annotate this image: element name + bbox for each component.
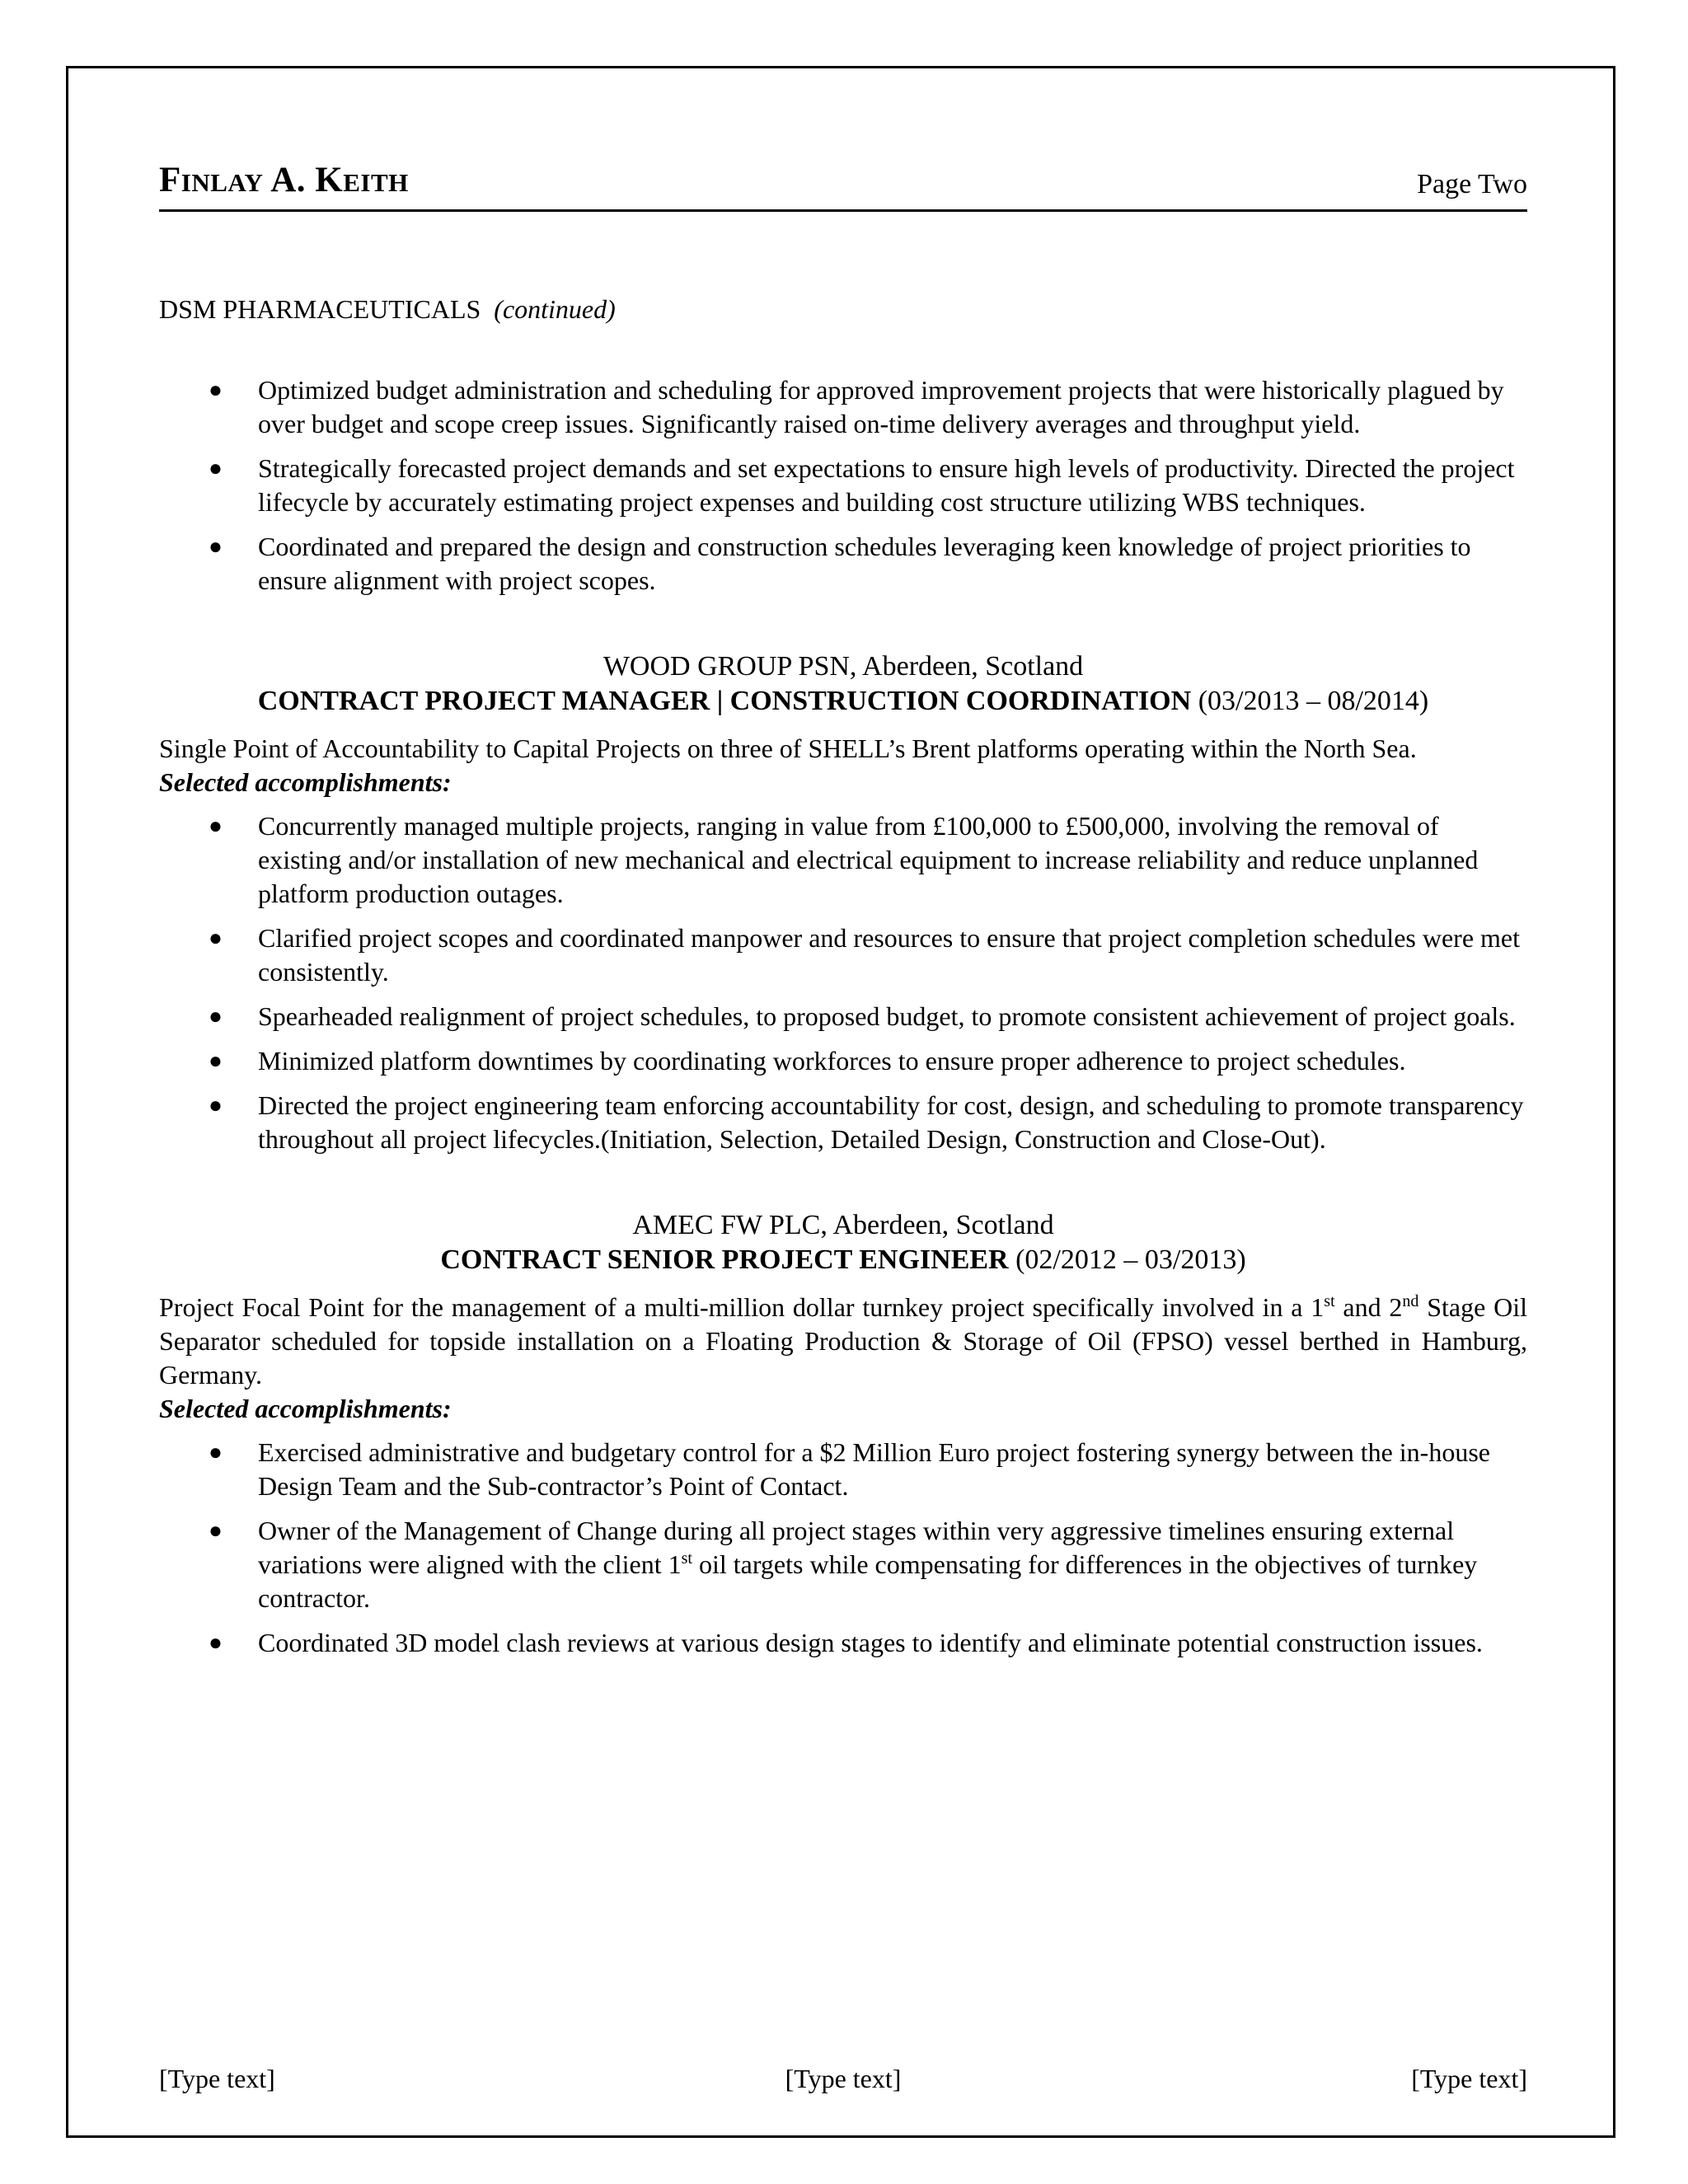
page-footer xyxy=(159,2062,1527,2098)
wood-selected-heading: Selected accomplishments: xyxy=(159,767,452,797)
wood-dates: (03/2013 – 08/2014) xyxy=(1198,686,1429,716)
amec-summary-part: Stage Oil Separator scheduled for topside installation on a Floating Production & Storage of Oil (FPSO) vessel berthed in Hamburg, Germany. xyxy=(159,1292,1527,1390)
bullet-text-part: Owner of the Management of Change during all project stages within very aggressive timelines ensuring external variations were aligned with the client 1 xyxy=(258,1516,1455,1579)
dsm-continued-label: (continued) xyxy=(494,294,616,324)
bullet-text: Strategically forecasted project demands and set expectations to ensure high levels of productivity. Directed the project lifecycle by accurately estimating project expenses and building cost structure utilizing WBS techniques. xyxy=(258,453,1515,517)
bullet-icon: ● xyxy=(209,456,223,481)
wood-group-section xyxy=(159,649,1527,1156)
amec-summary-part: Project Focal Point for the management of a multi-million dollar turnkey project specifically involved in a 1 xyxy=(159,1292,1325,1322)
bullet-icon: ● xyxy=(209,534,223,560)
resume-body xyxy=(159,293,1527,1671)
bullet-icon: ● xyxy=(209,926,223,951)
bullet-text: Optimized budget administration and scheduling for approved improvement projects that were historically plagued by over budget and scope creep issues. Significantly raised on-time delivery averages and throughput yield. xyxy=(258,375,1504,438)
superscript: st xyxy=(681,1549,692,1568)
bullet-icon: ● xyxy=(209,1518,223,1544)
bullet-text: Directed the project engineering team enforcing accountability for cost, design, and scheduling to promote transparency throughout all project lifecycles.(Initiation, Selection, Detailed Design, Construction and Close-Out). xyxy=(258,1090,1524,1154)
dsm-company: DSM PHARMACEUTICALS xyxy=(159,294,481,324)
bullet-icon: ● xyxy=(209,1004,223,1029)
resume-name xyxy=(159,157,409,207)
bullet-icon: ● xyxy=(209,1093,223,1118)
amec-dates: (02/2012 – 03/2013) xyxy=(1015,1244,1246,1275)
dsm-heading xyxy=(159,293,1527,326)
list-item xyxy=(159,530,1527,598)
bullet-text-part: oil targets while compensating for differences in the objectives of turnkey contractor. xyxy=(258,1549,1478,1613)
bullet-icon: ● xyxy=(209,377,223,403)
wood-summary: Single Point of Accountability to Capital Projects on three of SHELL’s Brent platforms operating within the North Sea. xyxy=(159,733,1417,763)
page-label: Page Two xyxy=(1417,169,1527,199)
name-initial-f: F xyxy=(159,161,181,199)
list-item xyxy=(159,1514,1527,1615)
bullet-text: Exercised administrative and budgetary control for a $2 Million Euro project fostering synergy between the in-house Design Team and the Sub-contractor’s Point of Contact. xyxy=(258,1437,1490,1501)
bullet-text: Concurrently managed multiple projects, ranging in value from £100,000 to £500,000, involving the removal of existing and/or installation of new mechanical and electrical equipment to increase reliability and reduce unplanned platform production outages. xyxy=(258,811,1479,908)
footer-right-text: [Type text] xyxy=(1411,2064,1527,2093)
list-item xyxy=(159,921,1527,989)
amec-summary xyxy=(159,1291,1527,1392)
wood-bullet-list xyxy=(159,809,1527,1156)
wood-company: WOOD GROUP PSN, Aberdeen, Scotland xyxy=(603,651,1084,682)
amec-summary-part: and 2 xyxy=(1334,1292,1403,1322)
list-item xyxy=(159,373,1527,441)
amec-role-line xyxy=(159,1243,1527,1277)
superscript: st xyxy=(1324,1292,1335,1310)
amec-selected-heading: Selected accomplishments: xyxy=(159,1394,452,1423)
amec-company: AMEC FW PLC, Aberdeen, Scotland xyxy=(632,1210,1054,1240)
list-item xyxy=(159,452,1527,519)
bullet-text: Spearheaded realignment of project schedules, to proposed budget, to promote consistent achievement of project goals. xyxy=(258,1001,1516,1031)
bullet-text: Minimized platform downtimes by coordinating workforces to ensure proper adherence to project schedules. xyxy=(258,1046,1406,1076)
name-rest-eith: EITH xyxy=(343,168,409,197)
list-item xyxy=(159,1089,1527,1156)
name-rest-inlay: INLAY xyxy=(181,168,264,197)
page-header xyxy=(159,157,1527,212)
bullet-icon: ● xyxy=(209,1048,223,1074)
dsm-bullet-list xyxy=(159,373,1527,598)
bullet-icon: ● xyxy=(209,813,223,839)
bullet-text xyxy=(258,1516,1477,1613)
superscript: nd xyxy=(1402,1292,1419,1310)
footer-left-text: [Type text] xyxy=(159,2064,275,2093)
footer-center-text: [Type text] xyxy=(785,2064,902,2093)
amec-bullet-list xyxy=(159,1436,1527,1660)
list-item xyxy=(159,1000,1527,1033)
bullet-text: Coordinated and prepared the design and construction schedules leveraging keen knowledge of project priorities to ensure alignment with project scopes. xyxy=(258,532,1471,595)
amec-section xyxy=(159,1208,1527,1660)
list-item xyxy=(159,1626,1527,1660)
list-item xyxy=(159,1044,1527,1078)
bullet-icon: ● xyxy=(209,1440,223,1465)
amec-role: CONTRACT SENIOR PROJECT ENGINEER xyxy=(440,1244,1009,1275)
list-item xyxy=(159,1436,1527,1503)
wood-role: CONTRACT PROJECT MANAGER | CONSTRUCTION COORDINATION xyxy=(257,686,1192,716)
bullet-text: Clarified project scopes and coordinated manpower and resources to ensure that project completion schedules were met consistently. xyxy=(258,923,1520,987)
list-item xyxy=(159,809,1527,911)
wood-role-line xyxy=(159,684,1527,719)
bullet-text: Coordinated 3D model clash reviews at various design stages to identify and eliminate potential construction issues. xyxy=(258,1628,1483,1657)
bullet-icon: ● xyxy=(209,1630,223,1656)
name-initial-a-k: A. K xyxy=(263,161,344,199)
